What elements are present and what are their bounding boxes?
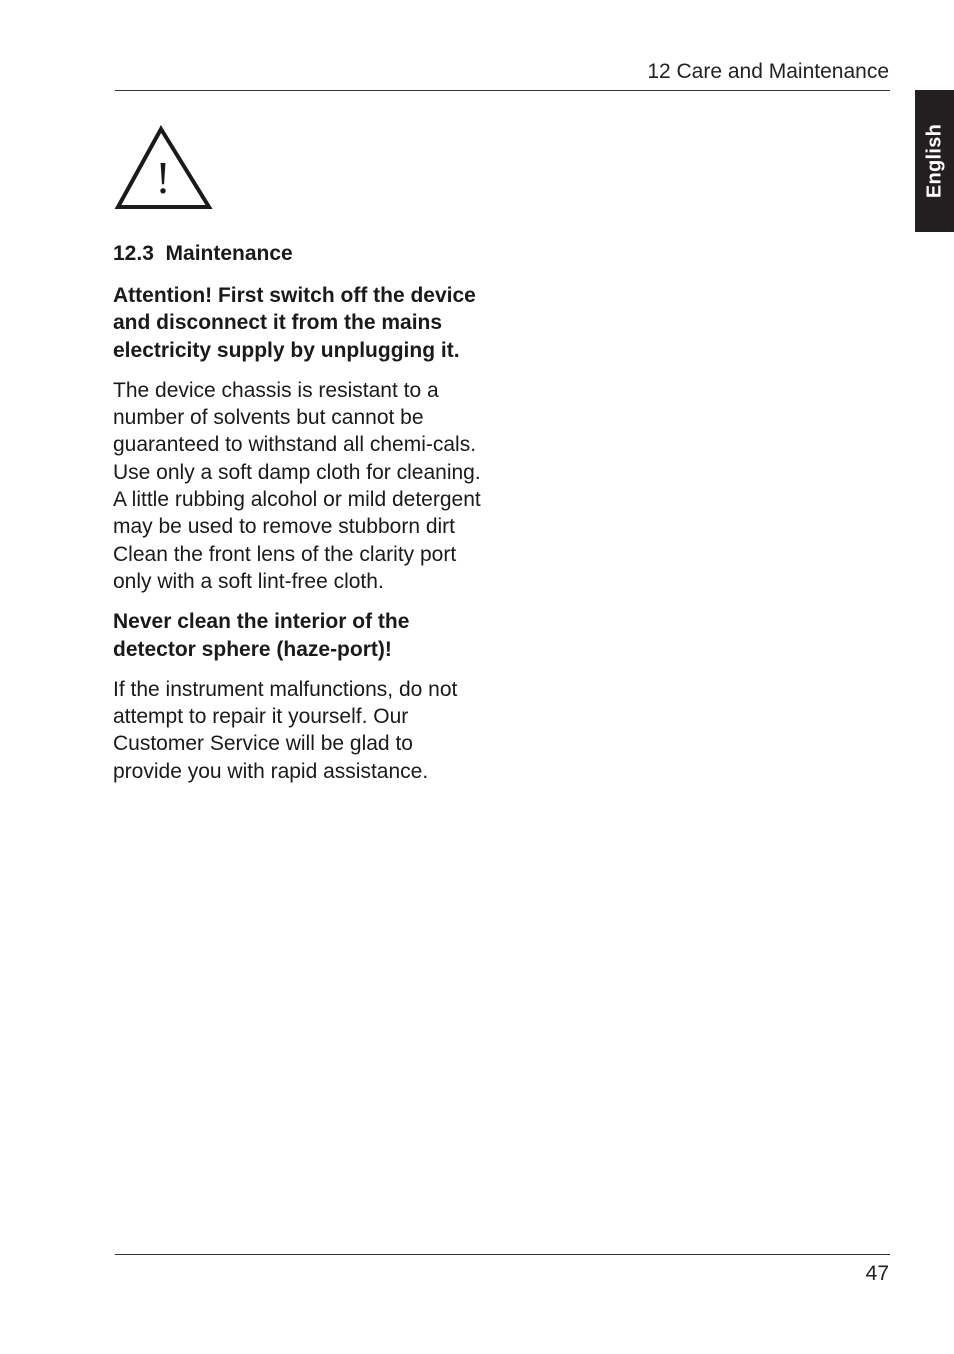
footer-divider <box>115 1254 890 1255</box>
section-title: 12.3 Maintenance <box>113 242 293 265</box>
cleaning-instructions-paragraph: The device chassis is resistant to a number of solvents but cannot be guaranteed to withstand all chemi-cals. Use only a soft damp cloth for cleaning. A little rubbing alcohol or mild detergent may be used to remove stubborn dirt Clean the front lens of the clarity port only with a soft lint-free cloth. <box>113 378 481 593</box>
maintenance-section <box>113 239 485 798</box>
warning-exclamation-mark: ! <box>155 152 171 203</box>
page-number: 47 <box>865 1262 889 1285</box>
attention-warning-paragraph: Attention! First switch off the device and disconnect it from the mains electricity supply by unplugging it. <box>113 284 476 362</box>
malfunction-service-paragraph: If the instrument malfunctions, do not attempt to repair it yourself. Our Customer Service will be glad to provide you with rapid assistance. <box>113 677 458 783</box>
interior-cleaning-warning-paragraph: Never clean the interior of the detector sphere (haze-port)! <box>113 610 410 661</box>
warning-triangle-icon <box>113 122 216 212</box>
language-tab-label: English <box>923 123 945 199</box>
language-tab <box>915 90 954 232</box>
running-header-title: 12 Care and Maintenance <box>647 60 889 83</box>
header-divider <box>115 90 890 91</box>
